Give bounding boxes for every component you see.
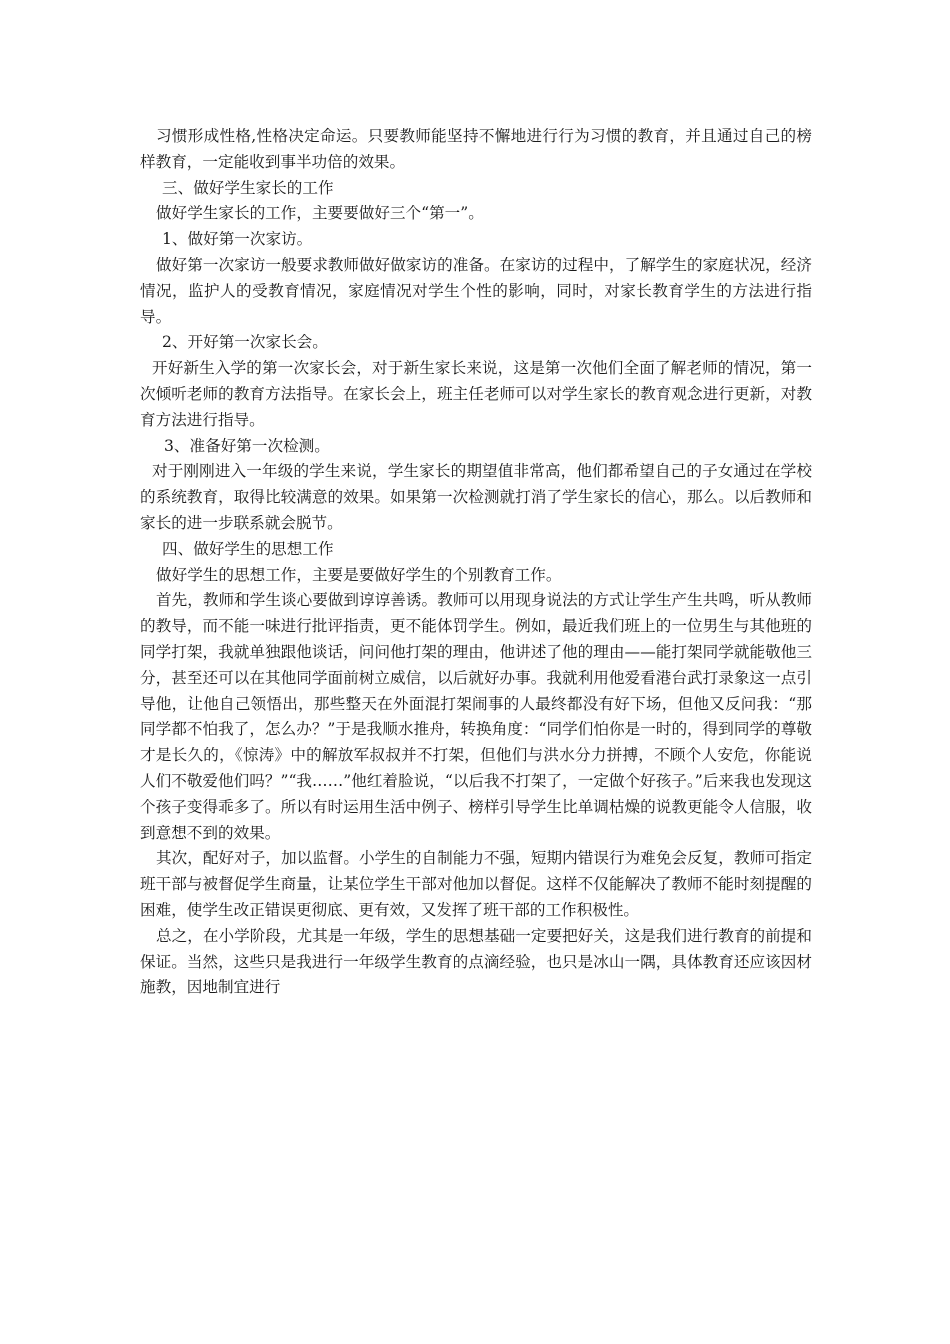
paragraph-home-visit: 做好第一次家访一般要求教师做好做家访的准备。在家访的过程中，了解学生的家庭状况，经济情况，监护人的受教育情况，家庭情况对学生个性的影响，同时，对家长教育学生的方法进行指导。	[140, 255, 812, 326]
section-heading-parents: 三、做好学生家长的工作	[162, 178, 334, 197]
paragraph-habit: 习惯形成性格,性格决定命运。只要教师能坚持不懈地进行行为习惯的教育，并且通过自己的榜样教育，一定能收到事半功倍的效果。	[140, 127, 812, 171]
subheading-first-test: 3、准备好第一次检测。	[164, 436, 330, 455]
paragraph-first-test: 对于刚刚进入一年级的学生来说，学生家长的期望值非常高，他们都希望自己的子女通过在学校的系统教育，取得比较满意的效果。如果第一次检测就打消了学生家长的信心，那么。以后教师和家长的进一步联系就会脱节。	[140, 462, 812, 532]
subheading-parent-meeting: 2、开好第一次家长会。	[162, 333, 328, 352]
paragraph-parent-meeting: 开好新生入学的第一次家长会，对于新生家长来说，这是第一次他们全面了解老师的情况，第一次倾听老师的教育方法指导。在家长会上，班主任老师可以对学生家长的教育观念进行更新，对教育方法进行指导。	[140, 359, 812, 429]
paragraph-conclusion: 总之，在小学阶段，尤其是一年级，学生的思想基础一定要把好关，这是我们进行教育的前提和保证。当然，这些只是我进行一年级学生教育的点滴经验，也只是冰山一隅，具体教育还应该因材施教，因地制宜进行	[140, 926, 812, 997]
paragraph-parents-intro: 做好学生家长的工作，主要要做好三个“第一”。	[156, 204, 484, 223]
paragraph-second-supervise: 其次，配好对子，加以监督。小学生的自制能力不强，短期内错误行为难免会反复，教师可指定班干部与被督促学生商量，让某位学生干部对他加以督促。这样不仅能解决了教师不能时刻提醒的困难，使学生改正错误更彻底、更有效，又发挥了班干部的工作积极性。	[140, 849, 812, 919]
section-heading-ideology: 四、做好学生的思想工作	[162, 539, 334, 558]
paragraph-ideology-intro: 做好学生的思想工作，主要是要做好学生的个别教育工作。	[156, 565, 562, 584]
subheading-home-visit: 1、做好第一次家访。	[162, 230, 313, 249]
document-body	[140, 124, 812, 1001]
paragraph-first-talk: 首先，教师和学生谈心要做到谆谆善诱。教师可以用现身说法的方式让学生产生共鸣，听从教师的教导，而不能一味进行批评指责，更不能体罚学生。例如，最近我们班上的一位男生与其他班的同学打架，我就单独跟他谈话，问问他打架的理由，他讲述了他的理由——能打架同学就能敬他三分，甚至还可以在其他同学面前树立威信，以后就好办事。我就利用他爱看港台武打录象这一点引导他，让他自己领悟出，那些整天在外面混打架闹事的人最终都没有好下场，但他又反问我：“那同学都不怕我了，怎么办？”于是我顺水推舟，转换角度：“同学们怕你是一时的，得到同学的尊敬才是长久的，《惊涛》中的解放军叔叔并不打架，但他们与洪水分力拼搏，不顾个人安危，你能说人们不敬爱他们吗？”“我……”他红着脸说，“以后我不打架了，一定做个好孩子。”后来我也发现这个孩子变得乖多了。所以有时运用生活中例子、榜样引导学生比单调枯燥的说教更能令人信服，收到意想不到的效果。	[140, 591, 812, 842]
